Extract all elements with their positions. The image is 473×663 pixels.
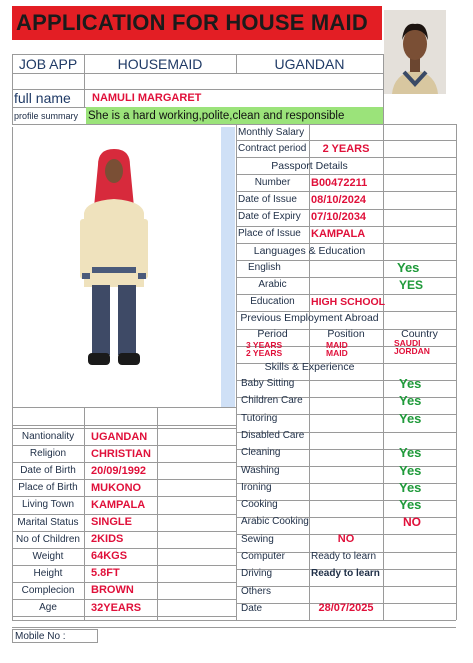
- personal-label: Marital Status: [17, 516, 79, 528]
- country-column-header: Country: [401, 328, 438, 340]
- grid-line: [12, 124, 456, 125]
- period-column-header: Period: [257, 328, 288, 340]
- skill-label: Tutoring: [241, 412, 278, 424]
- grid-line: [12, 616, 236, 617]
- personal-label: Height: [33, 567, 63, 579]
- education-label: Education: [250, 296, 295, 307]
- skill-label: Washing: [241, 464, 280, 476]
- grid-line: [12, 73, 383, 74]
- skill-label: Computer: [241, 551, 285, 562]
- skill-label: Others: [241, 585, 272, 597]
- skill-value: Ready to learn: [311, 551, 377, 562]
- grid-line: [383, 54, 384, 124]
- position-applied: HOUSEMAID: [117, 55, 203, 72]
- skill-value: Yes: [399, 393, 422, 409]
- previous-employment-position-cell: [326, 341, 376, 359]
- personal-value: SINGLE: [91, 516, 132, 528]
- date-of-issue-value: 08/10/2024: [311, 193, 367, 206]
- photo-side-bar: [221, 127, 235, 407]
- personal-value: MUKONO: [91, 481, 142, 494]
- period-row-2: 2 YEARS: [246, 348, 283, 358]
- full-name-label: full name: [14, 90, 71, 106]
- personal-label: Nantionality: [21, 431, 75, 442]
- personal-value: 2KIDS: [91, 533, 124, 546]
- header-nationality: UGANDAN: [274, 55, 345, 72]
- personal-label: Weight: [32, 550, 64, 562]
- skill-label: Driving: [241, 568, 273, 580]
- passport-number-label: Number: [254, 177, 291, 188]
- mobile-number-label: Mobile No :: [15, 630, 66, 642]
- passport-section-title: Passport Details: [271, 159, 348, 172]
- skill-label: Arabic Cooking: [241, 516, 309, 528]
- position-column-header: Position: [327, 328, 365, 340]
- job-app-label: JOB APP: [18, 55, 78, 72]
- skill-label: Ironing: [241, 481, 272, 493]
- english-label: English: [248, 262, 281, 273]
- mobile-number-field: [12, 629, 98, 643]
- previous-employment-country-cell: [394, 339, 454, 359]
- skill-value: NO: [403, 514, 421, 529]
- skill-value: Yes: [399, 445, 422, 461]
- personal-value: UGANDAN: [91, 430, 148, 443]
- contract-period-label: Contract period: [238, 143, 307, 154]
- profile-summary-value: She is a hard working,polite,clean and responsible: [86, 107, 383, 124]
- english-value: Yes: [397, 260, 420, 275]
- applicant-headshot-photo: [384, 10, 446, 94]
- personal-label: Date of Birth: [20, 465, 76, 477]
- skill-value: Yes: [399, 479, 422, 495]
- arabic-label: Arabic: [258, 279, 287, 290]
- skill-label: Children Care: [241, 395, 303, 407]
- skill-value: 28/07/2025: [318, 602, 374, 615]
- arabic-value: YES: [399, 277, 424, 292]
- previous-employment-section-title: Previous Employment Abroad: [240, 312, 379, 324]
- monthly-salary-label: Monthly Salary: [238, 126, 305, 138]
- skill-value: Yes: [399, 462, 422, 478]
- grid-line: [12, 620, 456, 621]
- skill-label: Cooking: [241, 499, 278, 511]
- personal-value: BROWN: [91, 584, 134, 597]
- skill-label: Baby Sitting: [241, 378, 295, 389]
- place-of-issue-label: Place of Issue: [238, 228, 301, 239]
- skill-label: Cleaning: [241, 447, 281, 459]
- skill-value: NO: [337, 533, 355, 546]
- grid-line: [12, 407, 236, 408]
- skill-label: Sewing: [241, 533, 274, 545]
- country-row-1: SAUDI: [394, 338, 421, 348]
- previous-employment-period-cell: [246, 341, 306, 359]
- personal-value: 32YEARS: [91, 601, 142, 614]
- country-row-2: JORDAN: [394, 346, 430, 356]
- period-row-1: 3 YEARS: [246, 340, 283, 350]
- personal-value: 20/09/1992: [91, 464, 147, 477]
- skill-value: [309, 427, 383, 444]
- skill-value: Ready to learn: [311, 568, 380, 580]
- passport-number-value: B00472211: [311, 176, 368, 189]
- skill-value: [309, 583, 383, 600]
- personal-value: KAMPALA: [91, 498, 146, 511]
- languages-section-title: Languages & Education: [253, 244, 366, 257]
- grid-line: [84, 407, 85, 620]
- personal-label: Age: [39, 602, 57, 613]
- grid-line: [12, 425, 236, 426]
- monthly-salary-value: [309, 124, 383, 140]
- skill-label: Disabled Care: [241, 429, 305, 441]
- grid-line: [456, 124, 457, 620]
- personal-value: 64KGS: [91, 550, 128, 563]
- applicant-full-body-photo: [12, 127, 221, 407]
- personal-label: Place of Birth: [18, 482, 78, 494]
- contract-period-value: 2 YEARS: [322, 142, 370, 155]
- personal-label: Religion: [29, 448, 67, 460]
- date-of-expiry-value: 07/10/2034: [311, 210, 367, 223]
- skill-value: Yes: [399, 497, 422, 513]
- full-name-value: NAMULI MARGARET: [92, 92, 202, 104]
- personal-value: 5.8FT: [91, 567, 120, 580]
- personal-value: CHRISTIAN: [91, 447, 151, 460]
- profile-summary-label: profile summary: [14, 110, 79, 121]
- skill-label: Date: [241, 602, 263, 614]
- grid-line: [383, 124, 384, 620]
- skill-value: Yes: [399, 410, 422, 426]
- personal-label: No of Children: [16, 533, 80, 545]
- place-of-issue-value: KAMPALA: [311, 227, 366, 240]
- date-of-issue-label: Date of Issue: [238, 194, 297, 205]
- position-row-1: MAID: [326, 340, 348, 350]
- skill-value: Yes: [399, 376, 422, 391]
- application-title: APPLICATION FOR HOUSE MAID: [12, 6, 382, 40]
- education-value: HIGH SCHOOL: [311, 295, 386, 308]
- skills-section-title: Skills & Experience: [264, 361, 355, 373]
- grid-line: [12, 627, 456, 628]
- personal-label: Complecion: [21, 584, 75, 596]
- personal-label: Living Town: [21, 499, 75, 511]
- date-of-expiry-label: Date of Expiry: [238, 211, 301, 222]
- position-row-2: MAID: [326, 348, 348, 358]
